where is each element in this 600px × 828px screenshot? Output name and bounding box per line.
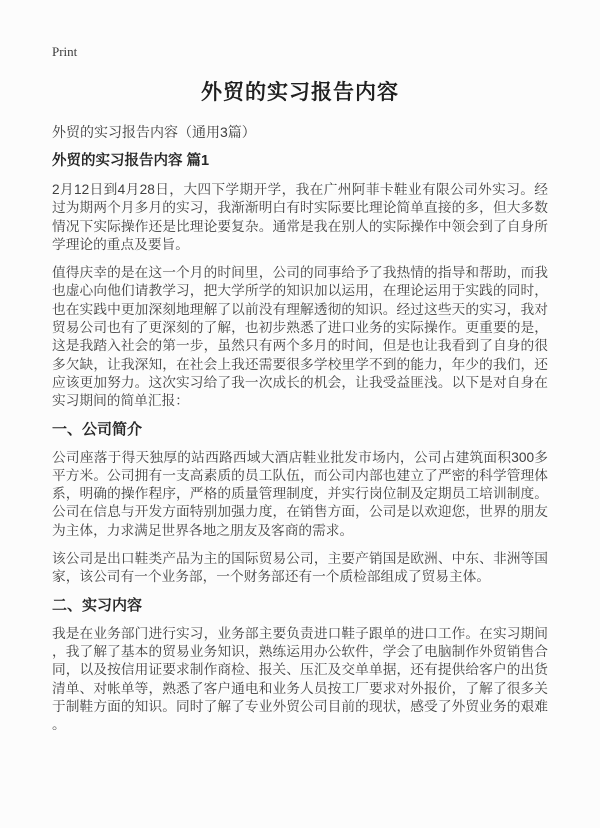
page-title: 外贸的实习报告内容: [201, 81, 399, 104]
doc-subtitle: 外贸的实习报告内容（通用3篇）: [52, 124, 256, 140]
print-link[interactable]: Print: [52, 44, 78, 59]
company-profile-paragraph-1: 公司座落于得天独厚的站西路西域大酒店鞋业批发市场内，公司占建筑面积300多平方米。公司拥有一支高素质的员工队伍，而公司内部也建立了严密的科学管理体系，明确的操作程序，严格的质量管理制度，并实行岗位制及定期员工培训制度。公司在信息与开发方面特别加强力度，在销售方面，公司是以欢迎您，世界的朋友为主体，力求满足世界各地之朋友及客商的需求。: [52, 449, 548, 538]
internship-content-paragraph-1: 我是在业务部门进行实习，业务部主要负责进口鞋子跟单的进口工作。在实习期间，我了解了基本的贸易业务知识，熟练运用办公软件，学会了电脑制作外贸销售合同，以及按信用证要求制作商检、报关、压汇及交单单据，还有提供给客户的出货清单、对帐单等，熟悉了客户通电和业务人员按工厂要求对外报价，了解了很多关于制鞋方面的知识。同时了解了专业外贸公司目前的现状，感受了外贸业务的艰难。: [52, 625, 548, 733]
section-heading-company-profile: 一、公司简介: [52, 420, 143, 438]
company-profile-paragraph-2: 该公司是出口鞋类产品为主的国际贸易公司，主要产销国是欧洲、中东、非洲等国家，该公司有一个业务部，一个财务部还有一个质检部组成了贸易主体。: [52, 551, 548, 585]
article-heading-part1: 外贸的实习报告内容 篇1: [52, 153, 210, 169]
intro-paragraph-1: 2月12日到4月28日，大四下学期开学，我在广州阿菲卡鞋业有限公司外实习。经过为期两个月多月的实习，我渐渐明白有时实际要比理论简单直接的多，但大多数情况下实际操作还是比理论要复杂。通常是我在别人的实际操作中领会到了自身所学理论的重点及要旨。: [52, 182, 548, 252]
section-heading-internship-content: 二、实习内容: [52, 596, 143, 614]
intro-paragraph-2: 值得庆幸的是在这一个月的时间里，公司的同事给予了我热情的指导和帮助，而我也虚心向他们请教学习，把大学所学的知识加以运用，在理论运用于实践的同时，也在实践中更加深刻地理解了以前没有理解透彻的知识。经过这些天的实习，我对贸易公司也有了更深刻的了解，也初步熟悉了进口业务的实际操作。更重要的是，这是我踏入社会的第一步，虽然只有两个多月的时间，但是也让我看到了自身的很多欠缺，让我深知，在社会上我还需要很多学校里学不到的能力，年少的我们，还应该更加努力。这次实习给了我一次成长的机会，让我受益匪浅。以下是对自身在实习期间的简单汇报：: [52, 265, 548, 409]
